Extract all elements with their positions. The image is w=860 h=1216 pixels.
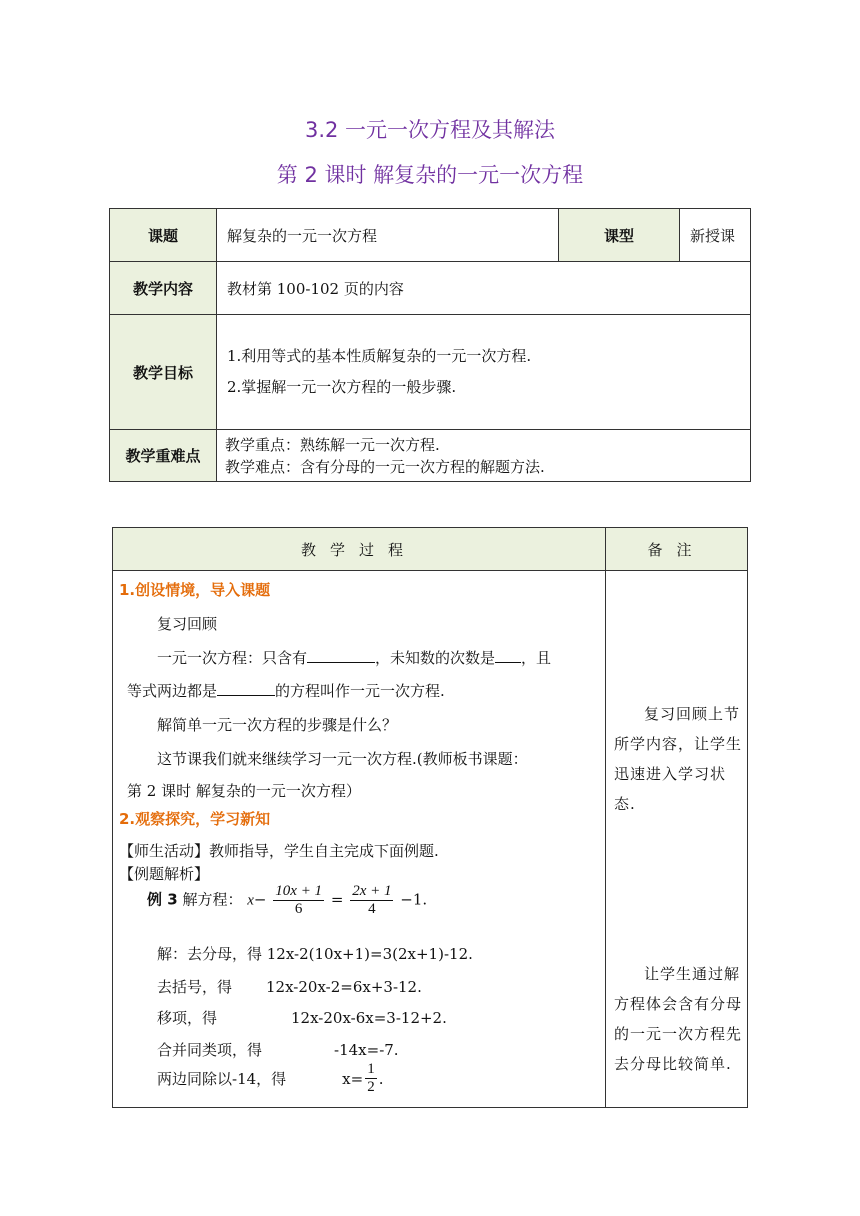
solution-step-3: 移项，得 12x-20x-6x=3-12+2. bbox=[157, 1009, 447, 1027]
example-title: 【例题解析】 bbox=[119, 865, 210, 883]
content-label: 教学内容 bbox=[110, 262, 217, 315]
section-2-heading: 2.观察探究，学习新知 bbox=[119, 810, 271, 828]
blank-2[interactable] bbox=[495, 648, 521, 663]
definition-line-2: 等式两边都是 的方程叫作一元一次方程. bbox=[127, 682, 445, 700]
process-header: 教学过程 bbox=[113, 528, 606, 571]
solution-step-4: 合并同类项，得 -14x=-7. bbox=[157, 1041, 399, 1059]
difficult-point: 教学难点：含有分母的一元一次方程的解题方法. bbox=[225, 457, 545, 476]
page-subtitle: 第 2 课时 解复杂的一元一次方程 bbox=[276, 163, 584, 187]
fraction-1: $\frac{10x + 1}{6}$ bbox=[275, 883, 323, 917]
fraction-2: $\frac{2x + 1}{4}$ bbox=[352, 883, 392, 917]
continue-line-1: 这节课我们就来继续学习一元一次方程.(教师板书课题： bbox=[157, 750, 528, 768]
topic-value: 解复杂的一元一次方程 bbox=[217, 209, 559, 262]
lesson-info-table bbox=[109, 208, 751, 482]
review-text: 复习回顾 bbox=[157, 615, 218, 633]
blank-3[interactable] bbox=[217, 681, 275, 696]
goal-2: 2.掌握解一元一次方程的一般步骤. bbox=[227, 378, 457, 396]
key-point: 教学重点：熟练解一元一次方程. bbox=[225, 435, 440, 454]
goal-label: 教学目标 bbox=[110, 315, 217, 430]
goal-value bbox=[217, 315, 751, 430]
fraction-result: $\frac{1}{2}$ bbox=[367, 1061, 375, 1095]
activity-text: 【师生活动】教师指导，学生自主完成下面例题. bbox=[119, 842, 439, 860]
example-3-problem: 例 3 解方程： x− $\frac{10x + 1}{6}$ = $\frac{2x + 1}{4}$ −1. bbox=[147, 883, 428, 917]
teaching-process-table bbox=[112, 527, 748, 1108]
type-value: 新授课 bbox=[680, 209, 751, 262]
solution-step-5: 两边同除以-14，得 x= $\frac{1}{2}$ . bbox=[157, 1061, 384, 1095]
note-1: 复习回顾上节所学内容，让学生迅速进入学习状态. bbox=[614, 705, 743, 813]
process-body bbox=[113, 571, 606, 1108]
type-label: 课型 bbox=[559, 209, 680, 262]
continue-line-2: 第 2 课时 解复杂的一元一次方程） bbox=[127, 782, 361, 800]
topic-label: 课题 bbox=[110, 209, 217, 262]
key-label: 教学重难点 bbox=[110, 430, 217, 482]
question-text: 解简单一元一次方程的步骤是什么？ bbox=[157, 716, 398, 734]
content-value: 教材第 100-102 页的内容 bbox=[217, 262, 751, 315]
definition-line-1: 一元一次方程：只含有 ，未知数的次数是 ，且 bbox=[157, 649, 552, 667]
notes-header: 备注 bbox=[606, 528, 748, 571]
solution-step-1: 解：去分母，得 12x-2(10x+1)=3(2x+1)-12. bbox=[157, 945, 473, 963]
notes-body bbox=[606, 571, 748, 1108]
page-title: 3.2 一元一次方程及其解法 bbox=[304, 118, 556, 142]
note-2: 让学生通过解方程体会含有分母的一元一次方程先去分母比较简单. bbox=[614, 965, 743, 1073]
solution-step-2: 去括号，得 12x-20x-2=6x+3-12. bbox=[157, 978, 422, 996]
section-1-heading: 1.创设情境，导入课题 bbox=[119, 581, 271, 599]
goal-1: 1.利用等式的基本性质解复杂的一元一次方程. bbox=[227, 347, 532, 365]
key-value bbox=[217, 430, 751, 482]
blank-1[interactable] bbox=[307, 648, 375, 663]
